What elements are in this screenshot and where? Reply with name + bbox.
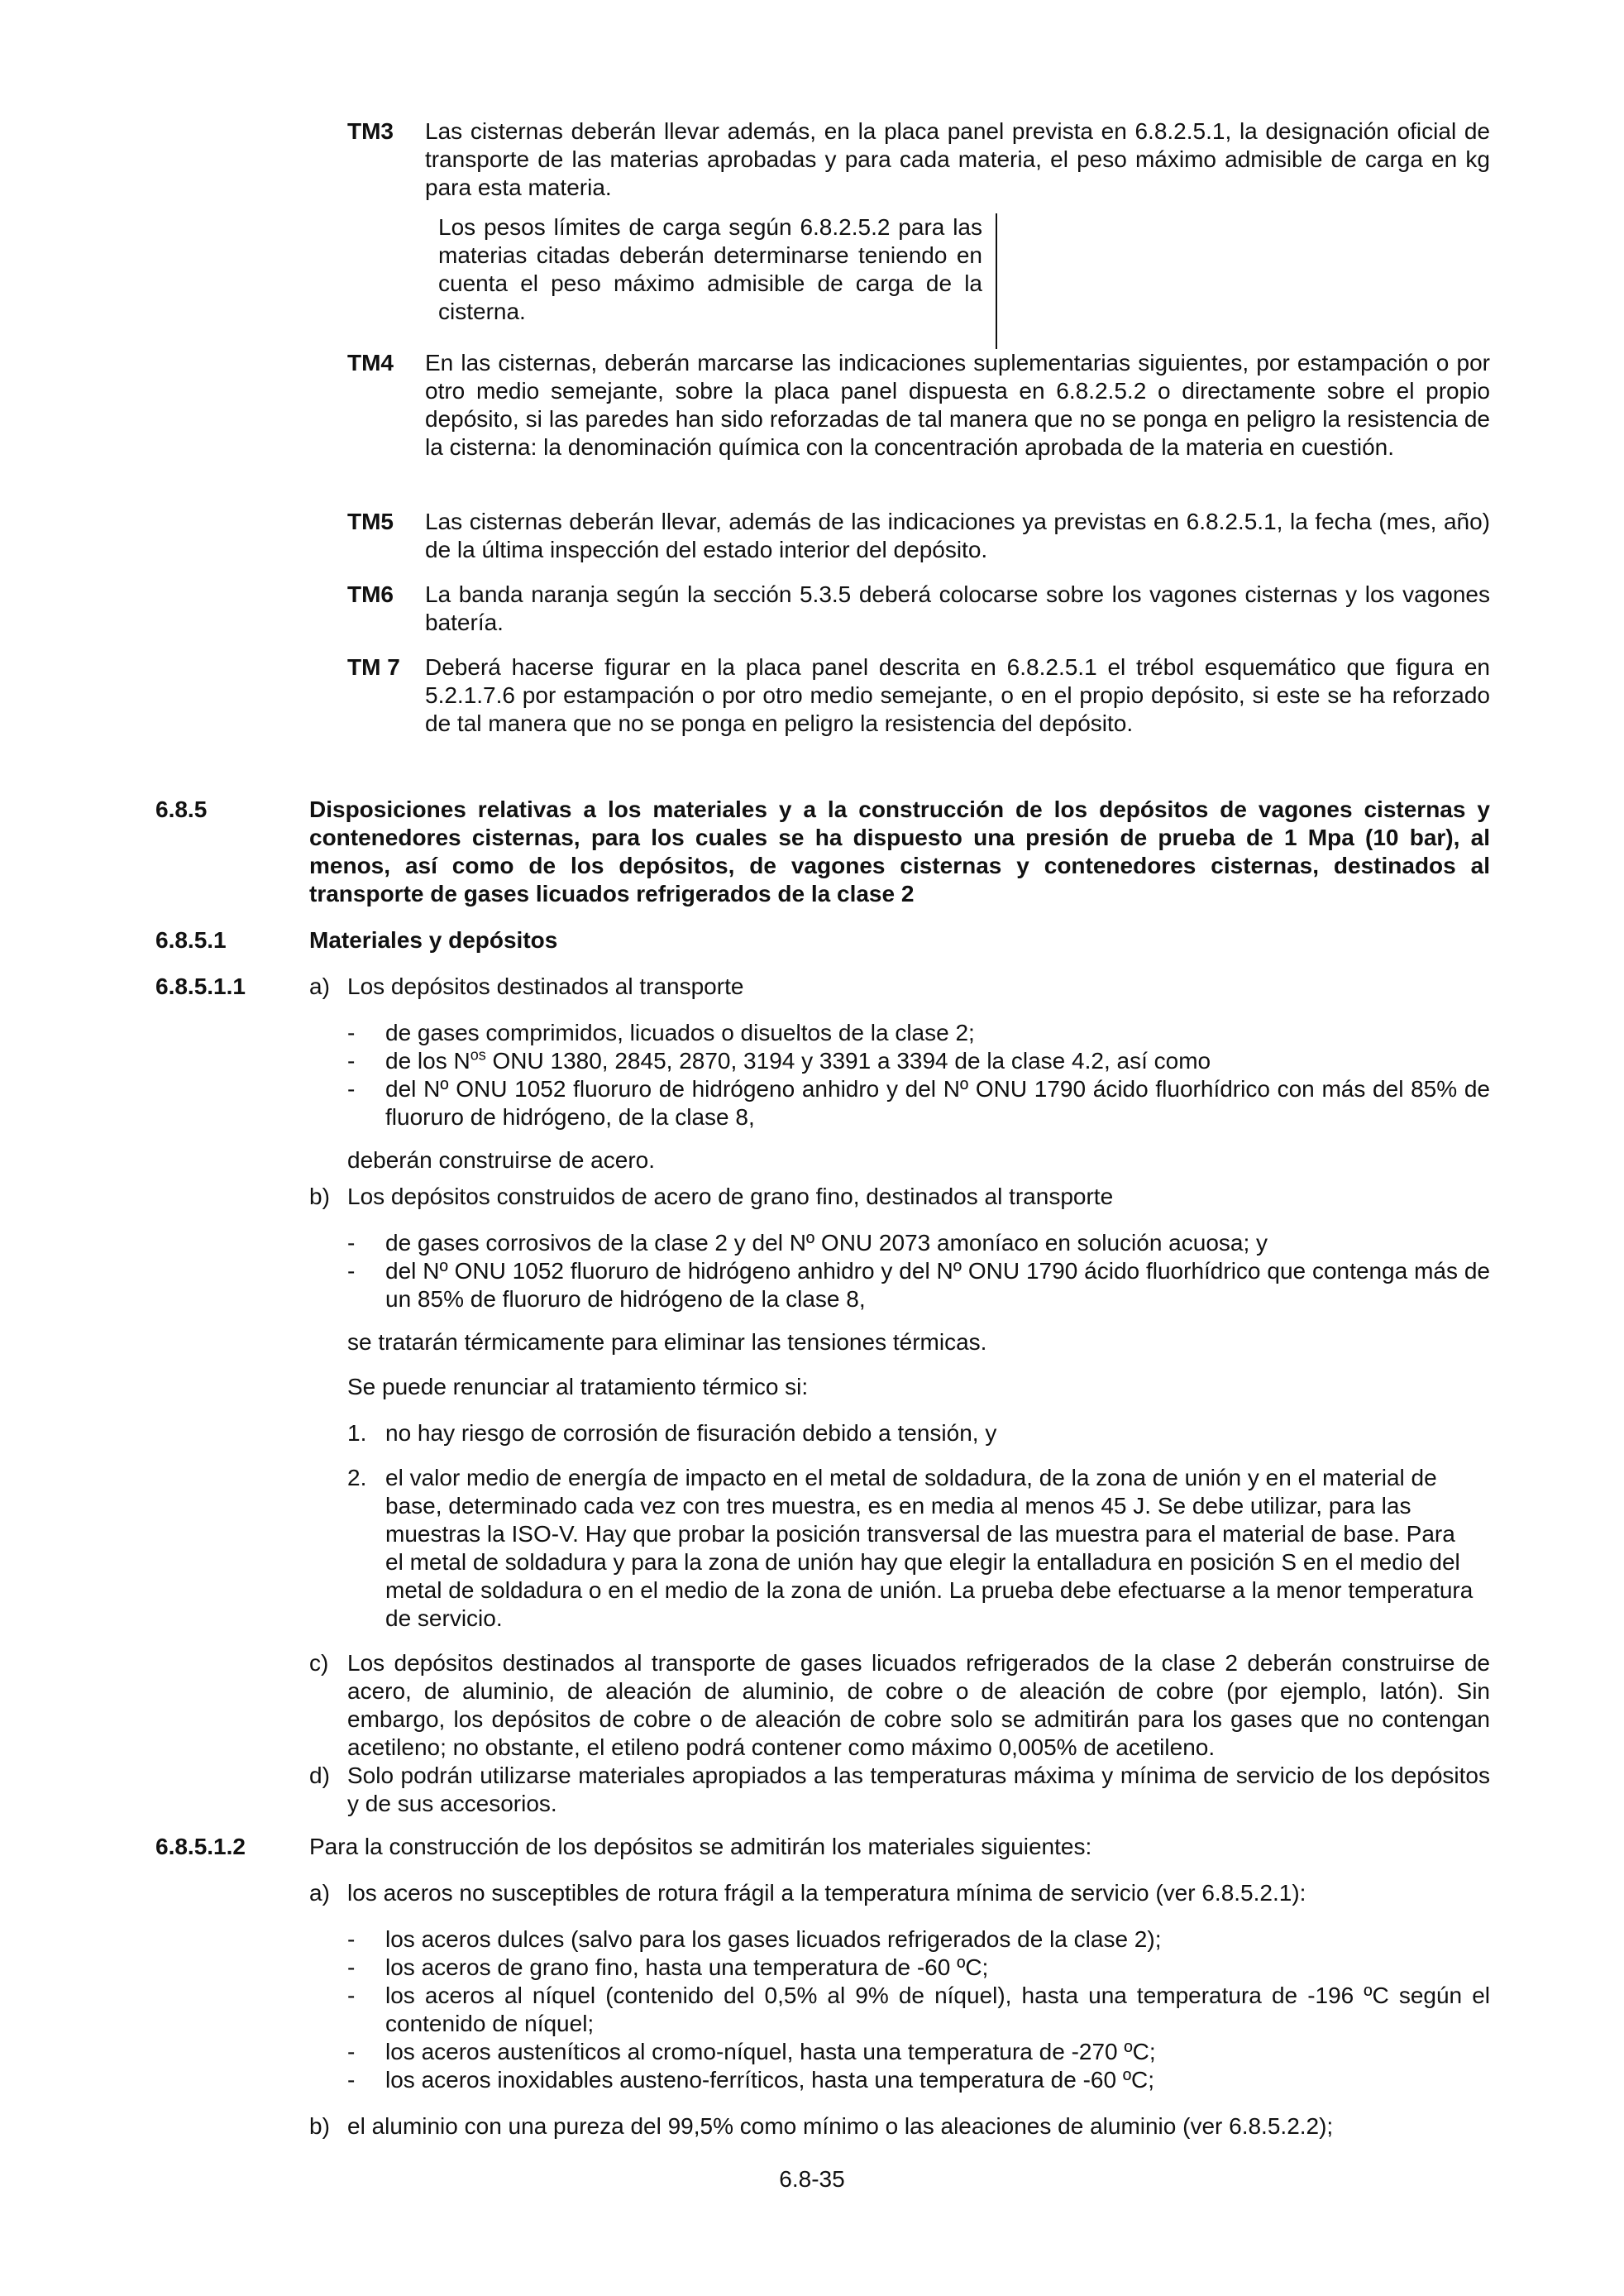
numbered-marker: 2.	[347, 1465, 367, 1490]
section-6-8-5-1-2-number: 6.8.5.1.2	[155, 1834, 246, 1859]
tm5-text: Las cisternas deberán llevar, además de las indicaciones ya previstas en 6.8.2.5.1, la fecha (mes, año) de la última inspección del estado interior del depósito.	[425, 509, 1490, 562]
section-6-8-5-1-title: Materiales y depósitos	[309, 927, 558, 953]
list-item: los aceros al níquel (contenido del 0,5% al 9% de níquel), hasta una temperatura de -196 ºC según el contenido de níquel;	[385, 1983, 1490, 2036]
item-b-closing: se tratarán térmicamente para eliminar las tensiones térmicas.	[347, 1329, 987, 1355]
list-item: los aceros dulces (salvo para los gases licuados refrigerados de la clase 2);	[385, 1926, 1162, 1952]
item-b-letter: b)	[309, 1184, 330, 1209]
tm3-label: TM3	[347, 118, 394, 144]
tm7-text: Deberá hacerse figurar en la placa panel descrita en 6.8.2.5.1 el trébol esquemático que figura en 5.2.1.7.6 por estampación o por otro medio semejante, o en el propio depósito, si este se ha reforzado de tal manera que no se ponga en peligro la resistencia del depósito.	[425, 654, 1490, 736]
list-item: los aceros inoxidables austeno-ferríticos, hasta una temperatura de -60 ºC;	[385, 2067, 1155, 2093]
tm6-label: TM6	[347, 581, 394, 607]
item-d-text: Solo podrán utilizarse materiales apropiados a las temperaturas máxima y mínima de servicio de los depósitos y de sus accesorios.	[347, 1763, 1490, 1816]
numbered-item: no hay riesgo de corrosión de fisuración debido a tensión, y	[385, 1420, 997, 1446]
dash-marker: -	[347, 2039, 356, 2064]
list-item-superscript: os	[470, 1046, 486, 1064]
section-6-8-5-title: Disposiciones relativas a los materiales y a la construcción de los depósitos de vagones cisternas y contenedores cisternas, para los cuales se ha dispuesto una presión de prueba de 1 Mpa (10 bar), al menos, así como de los depósitos, de vagones cisternas y contenedores cisternas, destinados al transporte de gases licuados refrigerados de la clase 2	[309, 796, 1490, 906]
list-item: los aceros austeníticos al cromo-níquel, hasta una temperatura de -270 ºC;	[385, 2039, 1156, 2064]
item-c-letter: c)	[309, 1650, 329, 1676]
tm3-text: Las cisternas deberán llevar además, en la placa panel prevista en 6.8.2.5.1, la designación oficial de transporte de las materias aprobadas y para cada materia, el peso máximo admisible de carga en kg para esta materia.	[425, 118, 1490, 200]
item-a-closing: deberán construirse de acero.	[347, 1147, 655, 1173]
item-b2-letter: b)	[309, 2113, 330, 2139]
list-item-prefix: de los N	[385, 1048, 470, 1074]
item-c-text: Los depósitos destinados al transporte de gases licuados refrigerados de la clase 2 deberán construirse de acero, de aluminio, de aleación de aluminio, de cobre o de aleación de cobre (por ejemplo, latón). Sin embargo, los depósitos de cobre o de aleación de cobre solo se admitirán para los gases que no contengan acetileno; no obstante, el etileno podrá contener como máximo 0,005% de acetileno.	[347, 1650, 1490, 1760]
list-item: de gases corrosivos de la clase 2 y del Nº ONU 2073 amoníaco en solución acuosa; y	[385, 1230, 1268, 1256]
tm4-label: TM4	[347, 350, 394, 375]
numbered-item: el valor medio de energía de impacto en el metal de soldadura, de la zona de unión y en el material de base, determinado cada vez con tres muestra, es en media al menos 45 J. Se debe utilizar, para las muestras la ISO-V. Hay que probar la posición transversal de las muestra para el material de base. Para el metal de soldadura y para la zona de unión hay que elegir la entalladura en posición S en el medio del metal de soldadura o en el medio de la zona de unión. La prueba debe efectuarse a la menor temperatura de servicio.	[385, 1465, 1474, 1631]
dash-marker: -	[347, 1926, 356, 1952]
dash-marker: -	[347, 1020, 356, 1045]
item-b2-text: el aluminio con una pureza del 99,5% como mínimo o las aleaciones de aluminio (ver 6.8.5.2.2);	[347, 2113, 1334, 2139]
list-item: del Nº ONU 1052 fluoruro de hidrógeno anhidro y del Nº ONU 1790 ácido fluorhídrico con más del 85% de fluoruro de hidrógeno, de la clase 8,	[385, 1076, 1490, 1130]
dash-marker: -	[347, 1954, 356, 1980]
dash-marker: -	[347, 1048, 356, 1074]
tm4-text: En las cisternas, deberán marcarse las indicaciones suplementarias siguientes, por estampación o por otro medio semejante, sobre la placa panel dispuesta en 6.8.2.5.2 o directamente sobre el propio depósito, si las paredes han sido reforzadas de tal manera que no se ponga en peligro la resistencia de la cisterna: la denominación química con la concentración aprobada de la materia en cuestión.	[425, 350, 1490, 460]
dash-marker: -	[347, 1076, 356, 1102]
page-number: 6.8-35	[779, 2166, 845, 2192]
item-d-letter: d)	[309, 1763, 330, 1788]
list-item: del Nº ONU 1052 fluoruro de hidrógeno anhidro y del Nº ONU 1790 ácido fluorhídrico que contenga más de un 85% de fluoruro de hidrógeno de la clase 8,	[385, 1258, 1490, 1312]
item-b-renounce: Se puede renunciar al tratamiento térmico si:	[347, 1374, 809, 1399]
dash-marker: -	[347, 1230, 356, 1256]
section-6-8-5-number: 6.8.5	[155, 796, 208, 822]
tm3-note: Los pesos límites de carga según 6.8.2.5.2 para las materias citadas deberán determinarse teniendo en cuenta el peso máximo admisible de carga de la cisterna.	[438, 213, 997, 349]
item-b-text: Los depósitos construidos de acero de grano fino, destinados al transporte	[347, 1184, 1114, 1209]
list-item-rest: ONU 1380, 2845, 2870, 3194 y 3391 a 3394 de la clase 4.2, así como	[492, 1048, 1211, 1074]
list-item: los aceros de grano fino, hasta una temperatura de -60 ºC;	[385, 1954, 989, 1980]
list-item: de gases comprimidos, licuados o disueltos de la clase 2;	[385, 1020, 975, 1045]
dash-marker: -	[347, 2067, 356, 2093]
item-a2-text: los aceros no susceptibles de rotura frágil a la temperatura mínima de servicio (ver 6.8.5.2.1):	[347, 1880, 1306, 1906]
list-item	[385, 1047, 1490, 1075]
tm7-label: TM 7	[347, 654, 400, 680]
dash-marker: -	[347, 1983, 356, 2008]
section-6-8-5-1-2-intro: Para la construcción de los depósitos se admitirán los materiales siguientes:	[309, 1834, 1092, 1859]
section-6-8-5-1-1-number: 6.8.5.1.1	[155, 973, 246, 999]
numbered-marker: 1.	[347, 1420, 367, 1446]
tm5-label: TM5	[347, 509, 394, 534]
item-a2-letter: a)	[309, 1880, 330, 1906]
dash-marker: -	[347, 1258, 356, 1284]
item-a-text: Los depósitos destinados al transporte	[347, 973, 744, 999]
section-6-8-5-1-number: 6.8.5.1	[155, 927, 227, 953]
item-a-letter: a)	[309, 973, 330, 999]
tm6-text: La banda naranja según la sección 5.3.5 deberá colocarse sobre los vagones cisternas y los vagones batería.	[425, 581, 1490, 635]
